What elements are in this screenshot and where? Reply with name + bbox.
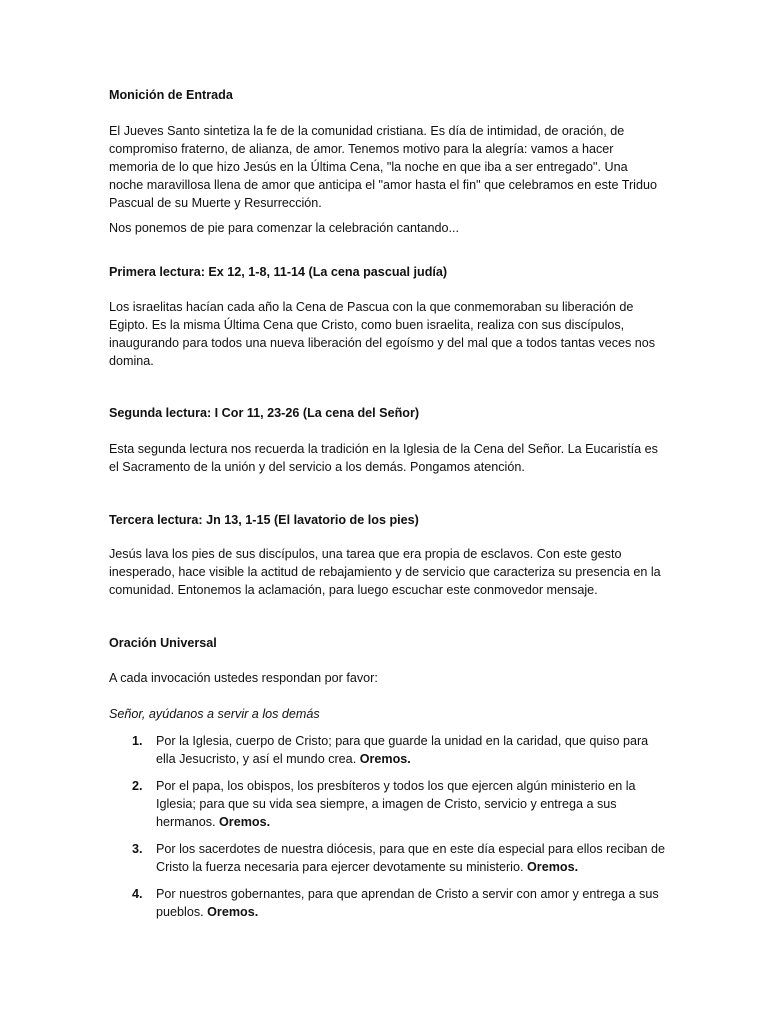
oracion-response: Señor, ayúdanos a servir a los demás: [109, 707, 320, 721]
prayer-number: 1.: [132, 734, 143, 748]
segunda-lectura-paragraph: Esta segunda lectura nos recuerda la tradición en la Iglesia de la Cena del Señor. La Eucaristía es el Sacramento de la unión y del servicio a los demás. Pongamos atención.: [109, 442, 658, 474]
tercera-lectura-paragraph: Jesús lava los pies de sus discípulos, una tarea que era propia de esclavos. Con este gesto inesperado, hace visible la actitud de rebajamiento y de servicio que caracteriza su presencia en la comunidad. Entonemos la aclamación, para luego escuchar este conmovedor mensaje.: [109, 547, 661, 597]
prayer-list: [109, 732, 665, 930]
prayer-closing: Oremos.: [359, 752, 411, 766]
segunda-lectura-heading: Segunda lectura: I Cor 11, 23-26 (La cena del Señor): [109, 406, 420, 420]
prayer-item: [109, 840, 665, 876]
prayer-closing: Oremos.: [527, 860, 579, 874]
prayer-text: Por nuestros gobernantes, para que aprendan de Cristo a servir con amor y entrega a sus pueblos.: [156, 887, 659, 919]
primera-lectura-paragraph: Los israelitas hacían cada año la Cena de Pascua con la que conmemoraban su liberación de Egipto. Es la misma Última Cena que Cristo, como buen israelita, realiza con sus discípulos, inaugurando para todos una nueva liberación del egoísmo y del mal que a todos tantas veces nos domina.: [109, 300, 656, 368]
prayer-item: [109, 732, 665, 768]
prayer-text: Por la Iglesia, cuerpo de Cristo; para que guarde la unidad en la caridad, que quiso para ella Jesucristo, y así el mundo crea.: [156, 734, 649, 766]
oracion-universal-heading: Oración Universal: [109, 636, 217, 650]
prayer-closing: Oremos.: [207, 905, 259, 919]
prayer-number: 3.: [132, 842, 143, 856]
tercera-lectura-heading: Tercera lectura: Jn 13, 1-15 (El lavatorio de los pies): [109, 513, 419, 527]
prayer-item: [109, 777, 665, 831]
prayer-item: [109, 885, 665, 921]
primera-lectura-heading: Primera lectura: Ex 12, 1-8, 11-14 (La cena pascual judía): [109, 265, 448, 279]
prayer-number: 2.: [132, 779, 143, 793]
prayer-text: Por los sacerdotes de nuestra diócesis, para que en este día especial para ellos reciban de Cristo la fuerza necesaria para ejercer devotamente su ministerio.: [156, 842, 665, 874]
monicion-paragraph: El Jueves Santo sintetiza la fe de la comunidad cristiana. Es día de intimidad, de oración, de compromiso fraterno, de alianza, de amor. Tenemos motivo para la alegría: vamos a hacer memoria de lo que hizo Jesús en la Última Cena, "la noche en que iba a ser entregado". Una noche maravillosa llena de amor que anticipa el "amor hasta el fin" que celebramos en este Triduo Pascual de su Muerte y Resurrección.: [109, 124, 657, 210]
prayer-number: 4.: [132, 887, 143, 901]
oracion-instruction: A cada invocación ustedes respondan por favor:: [109, 671, 378, 685]
monicion-heading: Monición de Entrada: [109, 88, 233, 102]
prayer-text: Por el papa, los obispos, los presbíteros y todos los que ejercen algún ministerio en la Iglesia; para que su vida sea siempre, a imagen de Cristo, servicio y entrega a sus hermanos.: [156, 779, 636, 829]
prayer-closing: Oremos.: [219, 815, 271, 829]
monicion-closing: Nos ponemos de pie para comenzar la celebración cantando...: [109, 221, 460, 235]
